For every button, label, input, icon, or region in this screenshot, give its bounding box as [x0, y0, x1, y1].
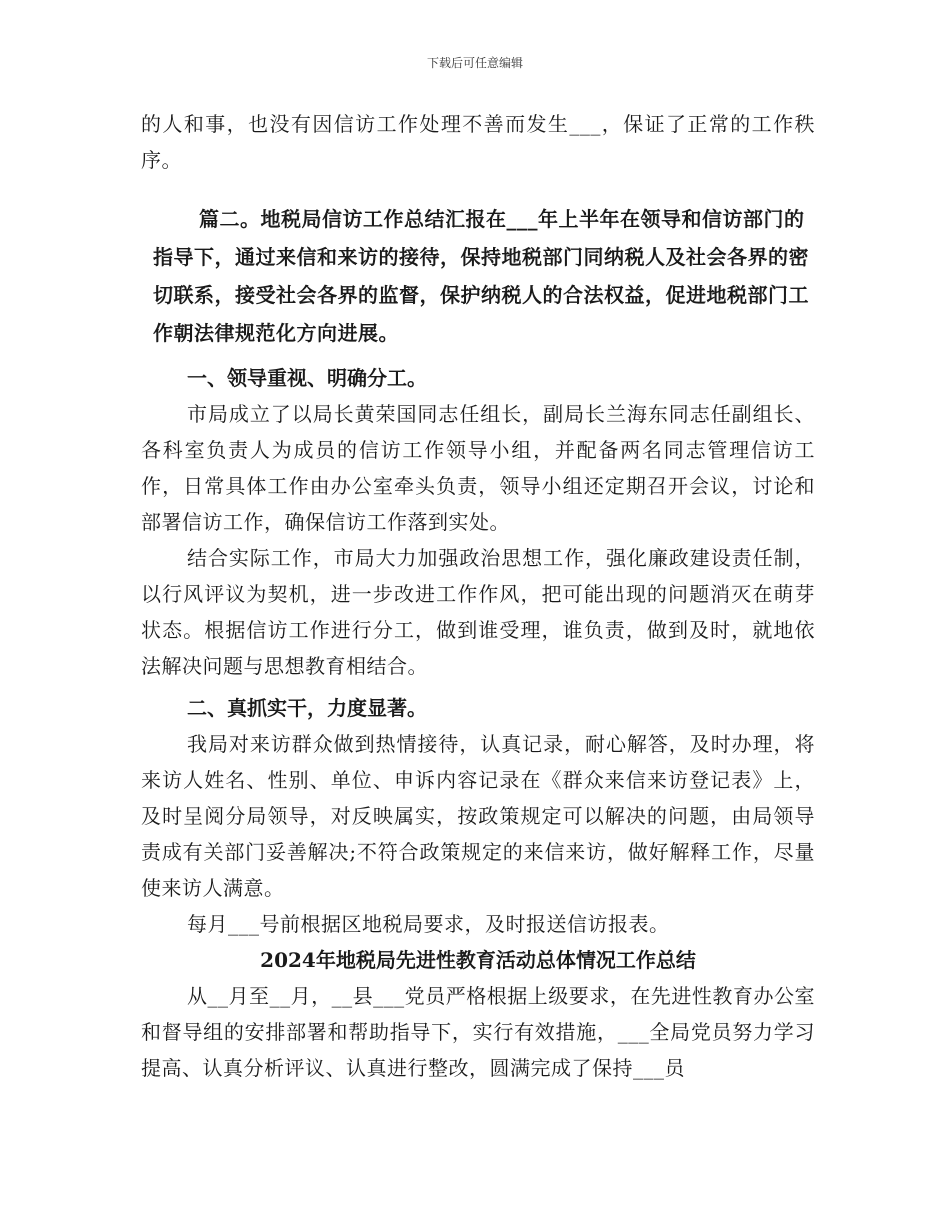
paragraph-continuation: 的人和事，也没有因信访工作处理不善而发生___，保证了正常的工作秩序。: [141, 112, 815, 172]
paragraph-5: 从__月至__月，__县___党员严格根据上级要求，在先进性教育办公室和督导组的安排部署和帮助指导下，实行有效措施，___全局党员努力学习提高、认真分析评议、认真进行整改，圆满完成了保持___员: [141, 984, 815, 1080]
section-intro-paragraph: 篇二。地税局信访工作总结汇报在___年上半年在领导和信访部门的指导下，通过来信和来访的接待，保持地税部门同纳税人及社会各界的密切联系，接受社会各界的监督，保护纳税人的合法权益，促进地税部门工作朝法律规范化方向进展。: [153, 207, 809, 345]
paragraph-1: 市局成立了以局长黄荣国同志任组长，副局长兰海东同志任副组长、各科室负责人为成员的信访工作领导小组，并配备两名同志管理信访工作，日常具体工作由办公室牵头负责，领导小组还定期召开会议，讨论和部署信访工作，确保信访工作落到实处。: [141, 402, 815, 534]
section-heading-1: 一、领导重视、明确分工。: [187, 366, 427, 390]
document-title-2: 2024年地税局先进性教育活动总体情况工作总结: [260, 948, 696, 972]
section-heading-2: 二、真抓实干，力度显著。: [187, 696, 427, 720]
document-body: [141, 106, 815, 1086]
page-header: 下载后可任意编辑: [426, 56, 523, 70]
paragraph-3: 我局对来访群众做到热情接待，认真记录，耐心解答，及时办理，将来访人姓名、性别、单位、申诉内容记录在《群众来信来访登记表》上，及时呈阅分局领导，对反映属实，按政策规定可以解决的问题，由局领导责成有关部门妥善解决;不符合政策规定的来信来访，做好解释工作，尽量使来访人满意。: [141, 732, 815, 900]
paragraph-2: 结合实际工作，市局大力加强政治思想工作，强化廉政建设责任制，以行风评议为契机，进一步改进工作作风，把可能出现的问题消灭在萌芽状态。根据信访工作进行分工，做到谁受理，谁负责，做到及时，就地依法解决问题与思想教育相结合。: [141, 546, 815, 678]
paragraph-4: 每月___号前根据区地税局要求，及时报送信访报表。: [187, 912, 670, 936]
